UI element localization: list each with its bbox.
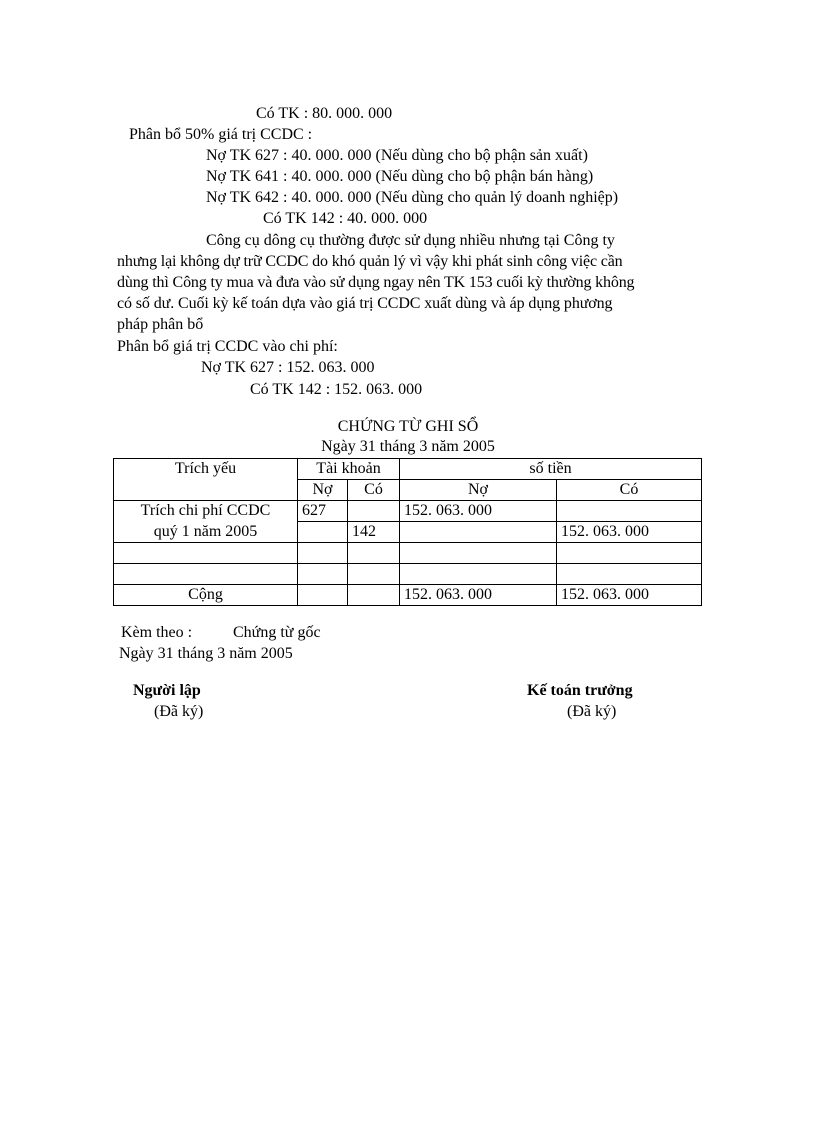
table-row [114,501,702,522]
header-account-credit: Có [348,480,400,501]
row1-summary: Trích chi phí CCDC [114,501,298,522]
paragraph-line-1: Công cụ dông cụ thường được sử dụng nhiều nhưng tại Công ty [206,232,615,249]
row2-credit-account: 142 [348,522,400,543]
entry-debit-641: Nợ TK 641 : 40. 000. 000 (Nếu dùng cho bộ phận bán hàng) [206,168,594,185]
table-row-total [114,585,702,606]
entry-allocation-50: Phân bổ 50% giá trị CCDC : [129,126,313,143]
row1-credit-amount [557,501,702,522]
attached-value: Chứng từ gốc [233,624,321,641]
total-credit-amount: 152. 063. 000 [557,585,702,606]
voucher-table [113,458,702,606]
paragraph-line-2: nhưng lại không dự trữ CCDC do khó quản lý vì vậy khi phát sinh công việc cần [117,253,623,270]
allocation-credit: Có TK 142 : 152. 063. 000 [250,381,423,398]
header-account-debit: Nợ [298,480,348,501]
row1-debit-amount: 152. 063. 000 [400,501,557,522]
header-amount-debit: Nợ [400,480,557,501]
header-amount: số tiền [400,459,702,480]
accountant-title: Kế toán trưởng [527,682,633,699]
attached-label: Kèm theo : [121,624,193,641]
row2-debit-amount [400,522,557,543]
total-label: Cộng [114,585,298,606]
paragraph-line-4: có số dư. Cuối kỳ kế toán dựa vào giá trị CCDC xuất dùng và áp dụng phương [117,295,613,312]
footer-date: Ngày 31 tháng 3 năm 2005 [119,645,293,662]
header-amount-credit: Có [557,480,702,501]
header-account: Tài khoản [298,459,400,480]
header-summary: Trích yếu [114,459,298,501]
paragraph-line-3: dùng thì Công ty mua và đưa vào sử dụng ngay nên TK 153 cuối kỳ thường không [117,274,635,291]
row2-summary: quý 1 năm 2005 [114,522,298,543]
total-debit-amount: 152. 063. 000 [400,585,557,606]
allocation-debit: Nợ TK 627 : 152. 063. 000 [201,359,375,376]
table-row [114,522,702,543]
entry-credit-142: Có TK 142 : 40. 000. 000 [263,210,428,227]
allocation-heading: Phân bổ giá trị CCDC vào chi phí: [117,338,338,355]
row1-credit-account [348,501,400,522]
entry-debit-642: Nợ TK 642 : 40. 000. 000 (Nếu dùng cho quản lý doanh nghiệp) [206,189,619,206]
preparer-title: Người lập [133,682,201,699]
entry-debit-627: Nợ TK 627 : 40. 000. 000 (Nếu dùng cho bộ phận sản xuất) [206,147,588,164]
voucher-title: CHỨNG TỪ GHI SỔ [337,418,479,435]
voucher-date: Ngày 31 tháng 3 năm 2005 [321,438,495,455]
row2-credit-amount: 152. 063. 000 [557,522,702,543]
table-row [114,543,702,564]
preparer-signature: (Đã ký) [154,703,204,720]
table-row [114,564,702,585]
paragraph-line-5: pháp phân bổ [117,316,204,333]
row1-debit-account: 627 [298,501,348,522]
row2-debit-account [298,522,348,543]
accountant-signature: (Đã ký) [567,703,617,720]
entry-credit-80m: Có TK : 80. 000. 000 [256,105,393,122]
